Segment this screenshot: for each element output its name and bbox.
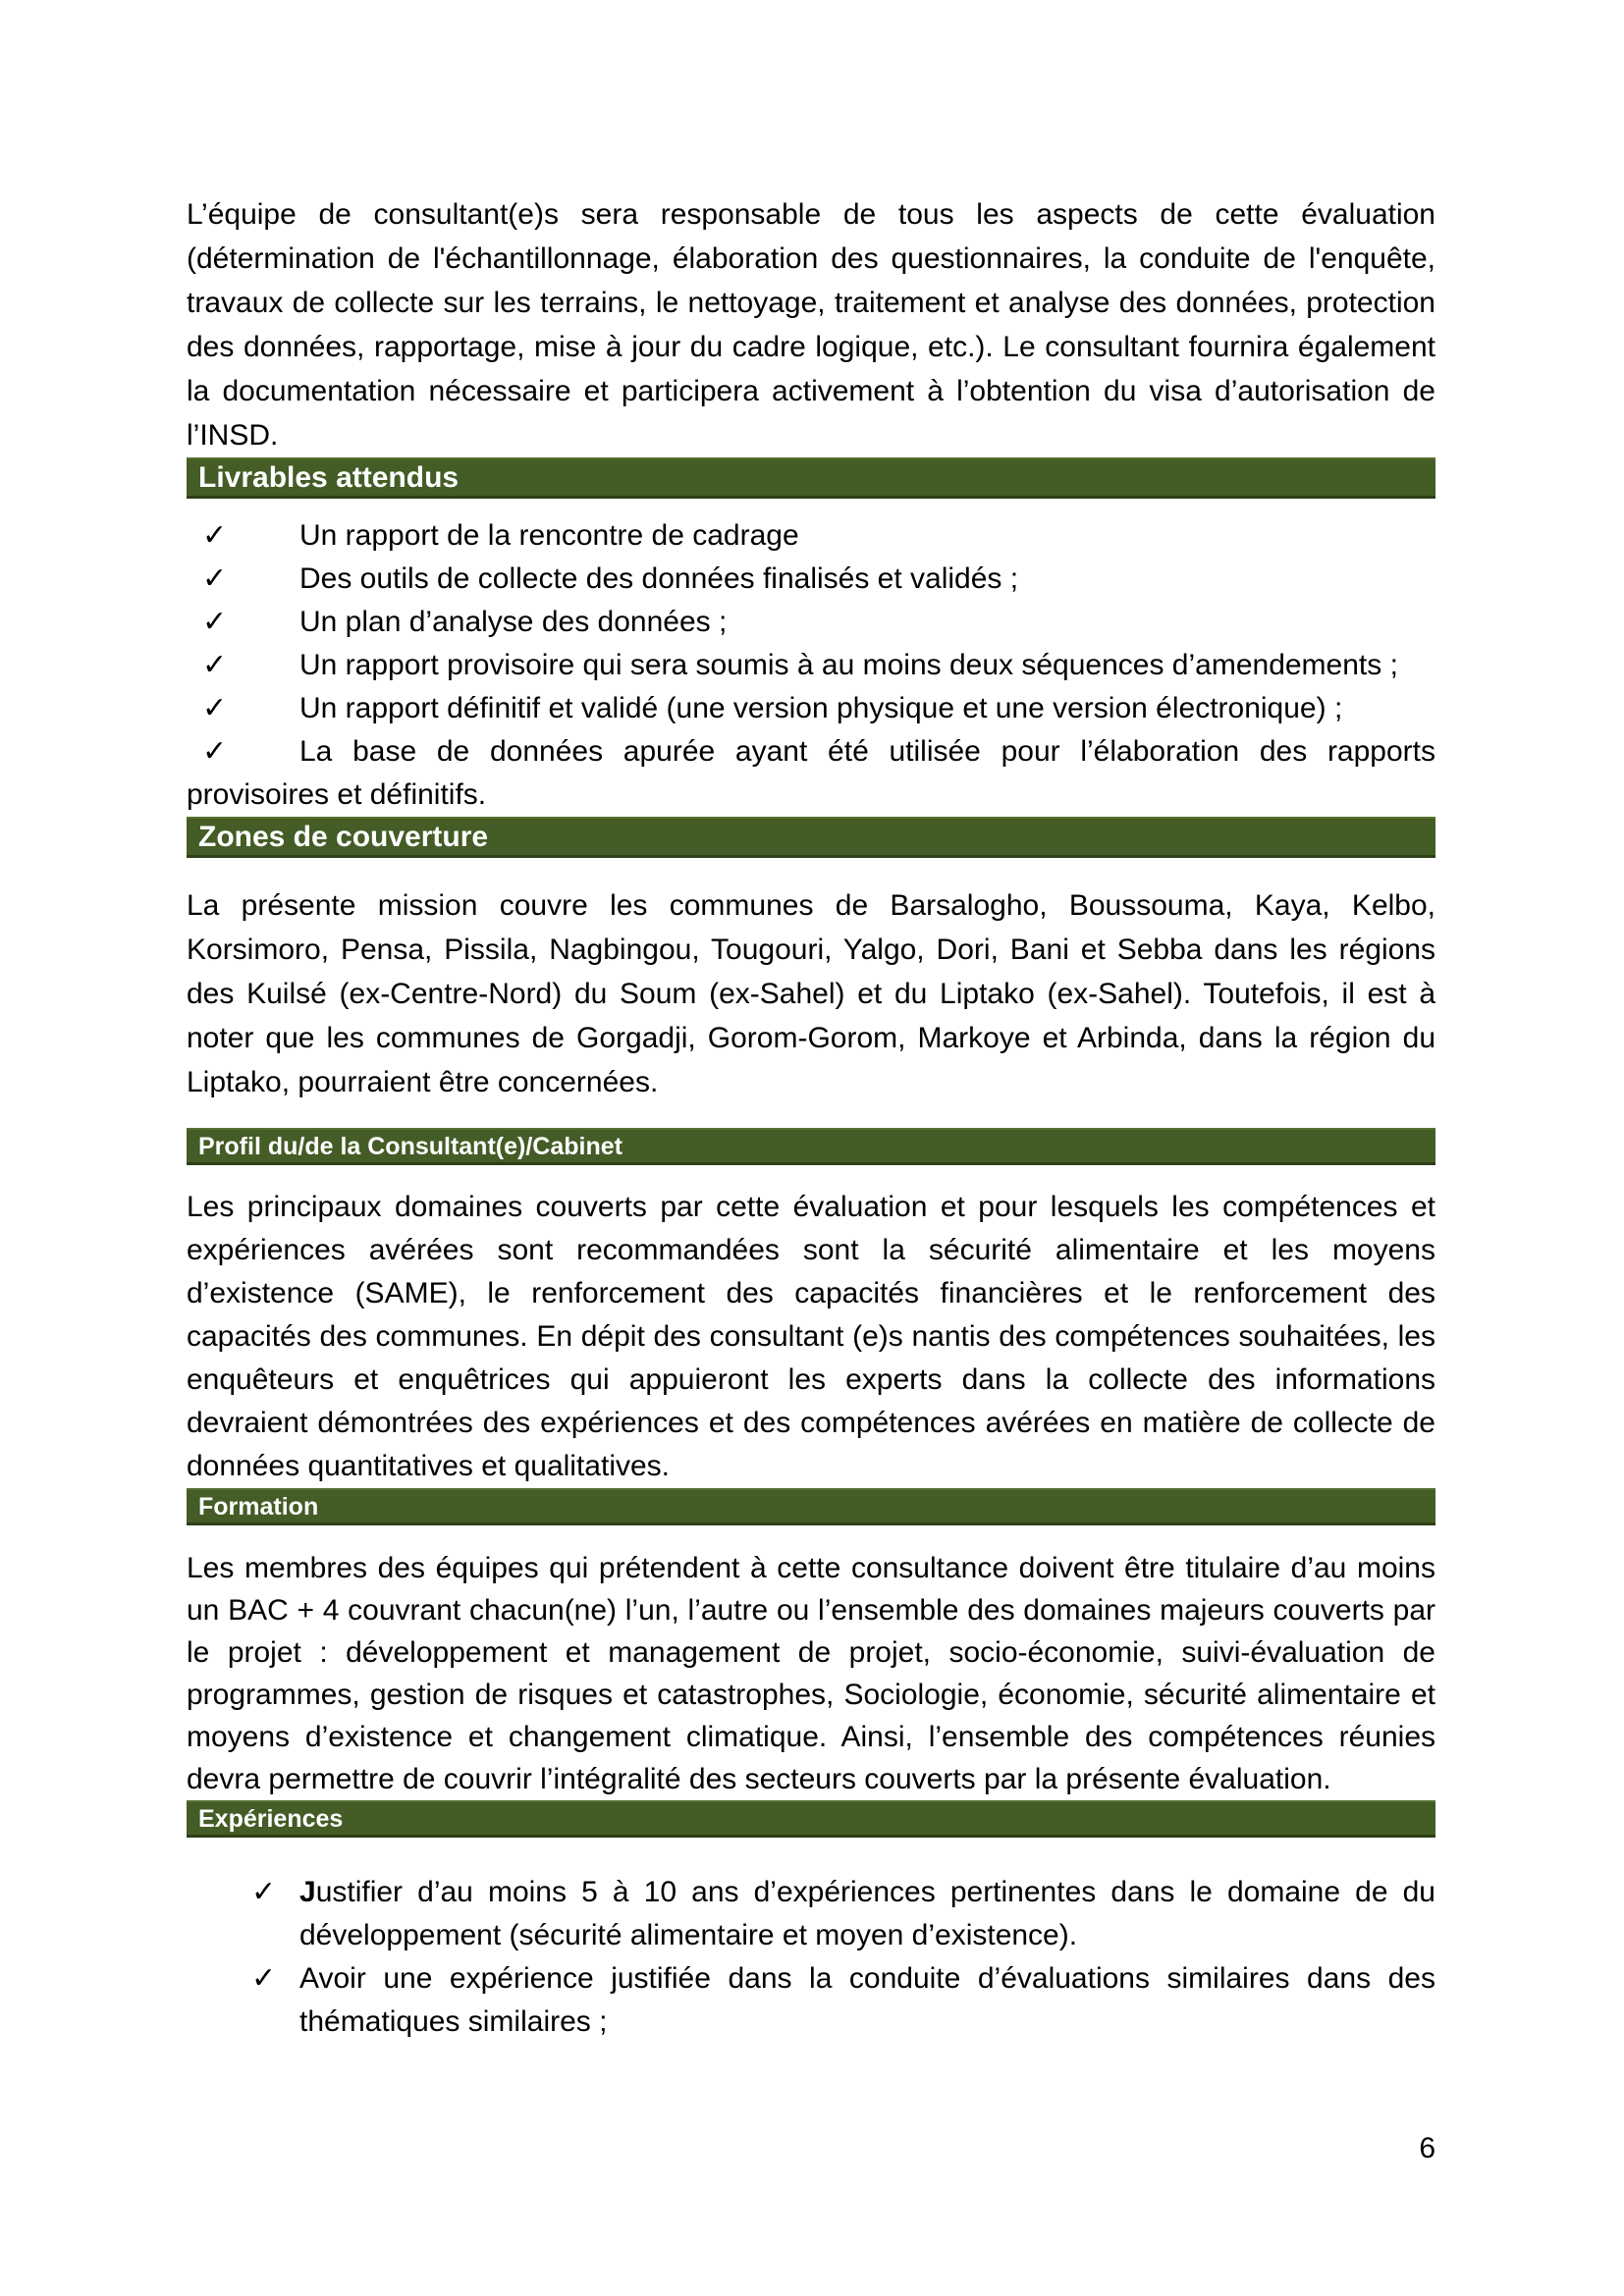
section-header-zones xyxy=(187,817,1435,858)
checklist-item xyxy=(187,514,1435,558)
section-header-livrables xyxy=(187,457,1435,499)
zones-paragraph: La présente mission couvre les communes de Barsalogho, Boussouma, Kaya, Kelbo, Korsimoro, Pensa, Pissila, Nagbingou, Tougouri, Yalgo, Dori, Bani et Sebba dans les régions des Kuilsé (ex-Centre-Nord) du Soum (ex-Sahel) et du Liptako (ex-Sahel). Toutefois, il est à noter que les communes de Gorgadji, Gorom-Gorom, Markoye et Arbinda, dans la région du Liptako, pourraient être concernées. xyxy=(187,889,1435,1098)
section-title-experiences: Expériences xyxy=(198,1805,344,1833)
checklist-item xyxy=(187,1957,1435,2044)
checkmark-icon: ✓ xyxy=(251,1962,277,1995)
formation-paragraph: Les membres des équipes qui prétendent à cette consultance doivent être titulaire d’au moins un BAC + 4 couvrant chacun(ne) l’un, l’autre ou l’ensemble des domaines majeurs couverts par le projet : développement et management de projet, socio-économie, suivi-évaluation de programmes, gestion de risques et catastrophes, Sociologie, économie, sécurité alimentaire et moyens d’existence et changement climatique. Ainsi, l’ensemble des compétences réunies devra permettre de couvrir l’intégralité des secteurs couverts par la présente évaluation. xyxy=(187,1552,1435,1795)
checklist-item xyxy=(187,730,1435,817)
checklist-item xyxy=(187,558,1435,601)
section-header-experiences xyxy=(187,1800,1435,1838)
checkmark-icon: ✓ xyxy=(202,649,228,681)
section-title-livrables: Livrables attendus xyxy=(198,461,460,494)
intro-paragraph: L’équipe de consultant(e)s sera responsable de tous les aspects de cette évaluation (détermination de l'échantillonnage, élaboration des questionnaires, la conduite de l'enquête, travaux de collecte sur les terrains, le nettoyage, traitement et analyse des données, protection des données, rapportage, mise à jour du cadre logique, etc.). Le consultant fournira également la documentation nécessaire et participera activement à l’obtention du visa d’autorisation de l’INSD. xyxy=(187,198,1435,452)
checkmark-icon: ✓ xyxy=(251,1876,277,1908)
checklist-item-text: Un plan d’analyse des données ; xyxy=(299,606,728,638)
checklist-item-text: La base de données apurée ayant été utilisée pour l’élaboration des rapports provisoires et définitifs. xyxy=(187,735,1435,811)
checklist-item-text: ustifier d’au moins 5 à 10 ans d’expériences pertinentes dans le domaine de du développement (sécurité alimentaire et moyen d’existence). xyxy=(299,1876,1435,1951)
section-title-formation: Formation xyxy=(198,1493,319,1521)
checklist-item-text: Un rapport provisoire qui sera soumis à au moins deux séquences d’amendements ; xyxy=(299,649,1398,681)
section-header-profil xyxy=(187,1128,1435,1165)
checklist-item-text: Un rapport définitif et validé (une version physique et une version électronique) ; xyxy=(299,692,1343,724)
livrables-checklist xyxy=(187,514,1435,817)
checkmark-icon: ✓ xyxy=(202,692,228,724)
page-number: 6 xyxy=(1419,2132,1435,2164)
checkmark-icon: ✓ xyxy=(202,519,228,552)
experiences-checklist xyxy=(187,1871,1435,2044)
section-title-profil: Profil du/de la Consultant(e)/Cabinet xyxy=(198,1133,623,1160)
checklist-item xyxy=(187,1871,1435,1957)
checklist-item-bold-prefix: J xyxy=(299,1876,316,1908)
checklist-item xyxy=(187,601,1435,644)
checklist-item xyxy=(187,687,1435,730)
section-header-formation xyxy=(187,1488,1435,1525)
checklist-item xyxy=(187,644,1435,687)
section-title-zones: Zones de couverture xyxy=(198,821,489,853)
checkmark-icon: ✓ xyxy=(202,735,228,768)
checkmark-icon: ✓ xyxy=(202,562,228,595)
checklist-item-text: Des outils de collecte des données finalisés et validés ; xyxy=(299,562,1019,595)
checklist-item-text: Avoir une expérience justifiée dans la conduite d’évaluations similaires dans des thématiques similaires ; xyxy=(299,1962,1435,2038)
profil-paragraph: Les principaux domaines couverts par cette évaluation et pour lesquels les compétences et expériences avérées sont recommandées sont la sécurité alimentaire et les moyens d’existence (SAME), le renforcement des capacités financières et le renforcement des capacités des communes. En dépit des consultant (e)s nantis des compétences souhaitées, les enquêteurs et enquêtrices qui appuieront les experts dans la collecte des informations devraient démontrées des expériences et des compétences avérées en matière de collecte de données quantitatives et qualitatives. xyxy=(187,1191,1435,1482)
checkmark-icon: ✓ xyxy=(202,606,228,638)
checklist-item-text: Un rapport de la rencontre de cadrage xyxy=(299,519,799,552)
